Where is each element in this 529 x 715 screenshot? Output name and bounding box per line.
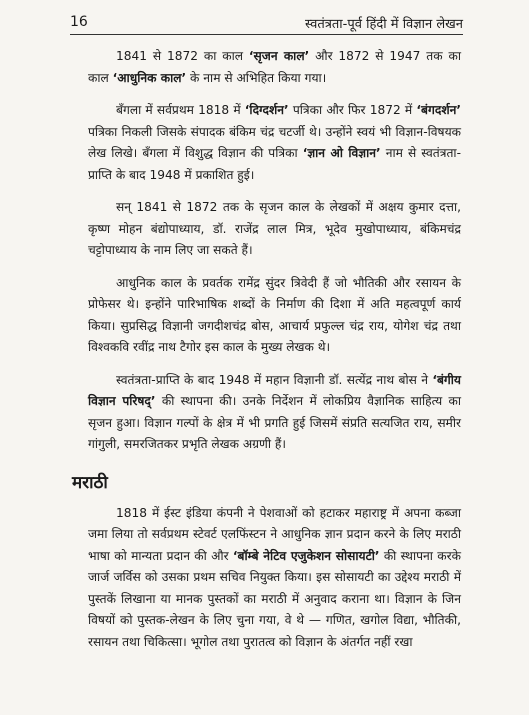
bold-term: ‘बंगदर्शन’	[416, 103, 461, 117]
paragraph	[88, 503, 461, 654]
text-run: और 1872 से 1947 तक का काल	[88, 49, 461, 85]
bold-term: ‘बंगीय विज्ञान परिषद्’	[88, 372, 461, 408]
section-heading: मराठी	[72, 472, 108, 493]
bold-term: ‘दिग्दर्शन’	[244, 103, 289, 117]
bold-term: ‘बॉम्बे नेटिव एजुकेशन सोसायटी’	[232, 548, 380, 563]
paragraph	[88, 370, 461, 456]
text-run: सन् 1841 से 1872 तक के सृजन काल के लेखकों में अक्षय कुमार दत्ता, कृष्ण मोहन बंद्योपाध्याय, डॉ. राजेंद्र लाल मित्र, भूदेव मुखोपाध्याय, बंकिमचंद्र चट्टोपाध्याय के नाम लिए जा सकते हैं।	[88, 200, 461, 257]
text-run: 1841 से 1872 का काल	[116, 49, 249, 63]
bold-term: ‘आधुनिक काल’	[112, 70, 187, 85]
text-run: की स्थापना करके जार्ज जर्विस को उसका प्रथम सचिव नियुक्त किया। इस सोसायटी का उद्देश्य मराठी में पुस्तकें लिखाना या मानक पुस्तकों का मराठी में अनुवाद कराना था। विज्ञान के जिन विषयों को पुस्तक-लेखन के लिए चुना गया, वे थे — गणित, खगोल विद्या, भौतिकी, रसायन तथा चिकित्सा। भूगोल तथा पुरातत्व को विज्ञान के अंतर्गत नहीं रखा	[88, 548, 461, 649]
text-run: पत्रिका निकली जिसके संपादक बंकिम चंद्र चटर्जी थे। उन्होंने स्वयं भी विज्ञान-विषयक लेख लिखे। बँगला में विशुद्ध विज्ञान की पत्रिका	[88, 124, 461, 160]
paragraph	[88, 100, 461, 186]
text-run: स्वतंत्रता-प्राप्ति के बाद 1948 में महान विज्ञानी डॉ. सत्येंद्र नाथ बोस ने	[116, 372, 433, 387]
bold-term: ‘ज्ञान ओ विज्ञान’	[302, 146, 381, 160]
text-run: आधुनिक काल के प्रवर्तक रामेंद्र सुंदर त्रिवेदी हैं जो भौतिकी और रसायन के प्रोफेसर थे। इन्होंने पारिभाषिक शब्दों के निर्माण की दिशा में अति महत्वपूर्ण कार्य किया। सुप्रसिद्ध विज्ञानी जगदीशचंद्र बोस, आचार्य प्रफुल्ल चंद्र राय, योगेश चंद्र तथा विश्वकवि रवींद्र नाथ टैगोर इस काल के मुख्य लेखक थे।	[88, 275, 461, 354]
text-run: के नाम से अभिहित किया गया।	[186, 70, 327, 85]
page-header	[70, 12, 463, 35]
paragraph-group	[88, 46, 461, 456]
page-number: 16	[70, 14, 88, 30]
text-run: पत्रिका और फिर 1872 में	[288, 103, 417, 117]
text-run: नाम से स्वतंत्रता-प्राप्ति के बाद 1948 में प्रकाशित हुई।	[88, 146, 461, 182]
text-run: 1818 में ईस्ट इंडिया कंपनी ने पेशवाओं को हटाकर महाराष्ट्र में अपना कब्जा जमा लिया तो सर्वप्रथम स्टेवर्ट एलफिंस्टन ने आधुनिक ज्ञान प्रदान करने के लिए मराठी भाषा को मान्यता प्रदान की और	[88, 505, 461, 563]
section-paragraph-group	[88, 503, 461, 654]
text-run: की स्थापना की। उनके निर्देशन में लोकप्रिय वैज्ञानिक साहित्य का सृजन हुआ। विज्ञान गल्पों के क्षेत्र में भी प्रगति हुई जिसमें संप्रति सत्यजित राय, समीर गांगुली, समरजितकर प्रभृति लेखक अग्रणी हैं।	[88, 394, 461, 451]
paragraph	[88, 197, 461, 262]
text-run: बँगला में सर्वप्रथम 1818 में	[116, 103, 245, 117]
bold-term: ‘सृजन काल’	[248, 49, 310, 63]
body-text	[72, 46, 461, 664]
paragraph	[88, 273, 461, 359]
paragraph	[88, 46, 461, 89]
running-title: स्वतंत्रता-पूर्व हिंदी में विज्ञान लेखन	[305, 17, 463, 32]
